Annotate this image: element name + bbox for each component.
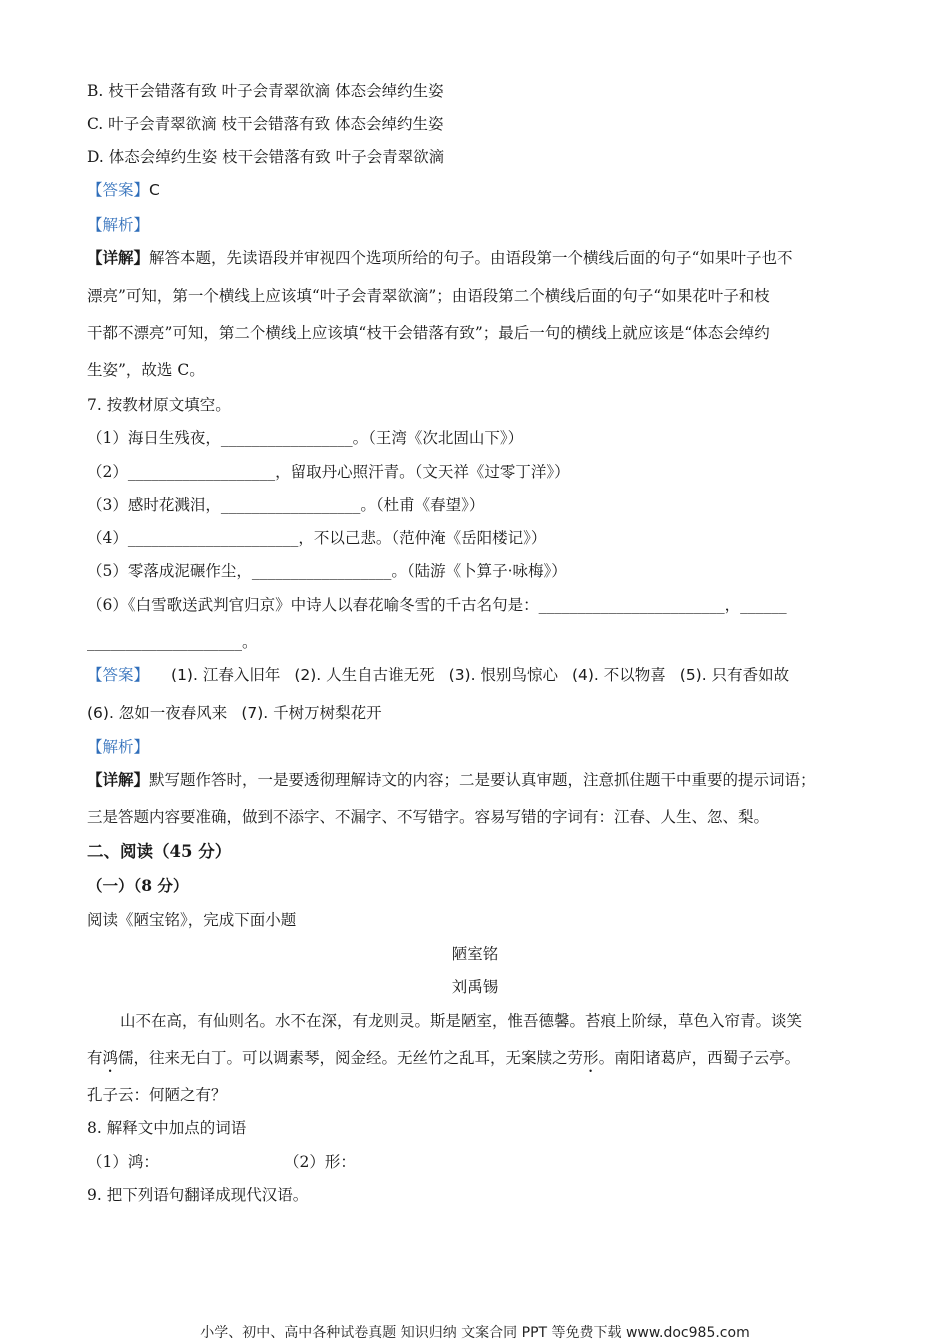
q7-item-4: （4）______________________，不以己悲。（范仲淹《岳阳楼记》） <box>87 529 547 547</box>
poem-text-line-2: 有鸿儒，往来无白丁。可以调素琴，阅金经。无丝竹之乱耳，无案牍之劳形。南阳诸葛庐，西蜀子云亭。 <box>87 1049 801 1067</box>
detail-tag: 【详解】 <box>87 770 150 789</box>
q6-answer <box>87 179 160 201</box>
q7-analysis-tag: 【解析】 <box>87 738 150 756</box>
answer-tag: 【答案】 <box>87 666 150 684</box>
option-c: C. 叶子会青翠欲滴 枝干会错落有致 体态会绰约生姿 <box>87 115 444 133</box>
answer-4: (4). 不以物喜 <box>571 666 666 684</box>
q7-item-5: （5）零落成泥碾作尘，__________________。（陆游《卜算子·咏梅》） <box>87 562 567 580</box>
q7-title: 7. 按教材原文填空。 <box>87 396 231 414</box>
q7-item-6: （6）《白雪歌送武判官归京》中诗人以春花喻冬雪的千古名句是：________________________，______ <box>87 596 787 614</box>
answer-5: (5). 只有香如故 <box>679 666 790 684</box>
q7-answer-line-1 <box>87 664 803 686</box>
answer-7: (7). 千树万树梨花开 <box>241 704 382 722</box>
poem-text-line-3: 孔子云：何陋之有？ <box>87 1086 227 1104</box>
q6-analysis-tag: 【解析】 <box>87 216 150 234</box>
poem-author: 刘禹锡 <box>451 978 499 996</box>
q7-detail-line-2: 三是答题内容要准确，做到不添字、不漏字、不写错字。容易写错的字词有：江春、人生、忽、梨。 <box>87 808 770 826</box>
part-title: （一）（8 分） <box>87 876 189 895</box>
q7-item-3: （3）感时花溅泪，__________________。（杜甫《春望》） <box>87 496 485 514</box>
option-b: B. 枝干会错落有致 叶子会青翠欲滴 体态会绰约生姿 <box>87 82 444 100</box>
q8-item-1: （1）鸿： <box>87 1153 159 1171</box>
answer-1: (1). 江春入旧年 <box>171 666 281 684</box>
q7-item-6-cont: ____________________。 <box>87 633 258 651</box>
q8-item-2: （2）形： <box>284 1153 356 1171</box>
q7-item-1: （1）海日生残夜，_________________。（王湾《次北固山下》） <box>87 429 524 447</box>
q7-item-2: （2）___________________，留取丹心照汗青。（文天祥《过零丁洋》） <box>87 463 570 481</box>
q8-title: 8. 解释文中加点的词语 <box>87 1119 247 1137</box>
detail-tag: 【详解】 <box>87 248 150 267</box>
q6-detail-line-1: 【详解】解答本题，先读语段并审视四个选项所给的句子。由语段第一个横线后面的句子“如果叶子也不 <box>87 248 793 267</box>
answer-value: C <box>149 181 160 199</box>
section-title: 二、阅读（45 分） <box>87 842 232 861</box>
q9-title: 9. 把下列语句翻译成现代汉语。 <box>87 1186 309 1204</box>
q7-detail-line-1: 【详解】默写题作答时，一是要透彻理解诗文的内容；二是要认真审题，注意抓住题干中重要的提示词语； <box>87 770 816 789</box>
dotted-word-hong: 鸿 <box>102 1049 119 1067</box>
page-footer: 小学、初中、高中各种试卷真题 知识归纳 文案合同 PPT 等免费下载 www.doc985.com <box>200 1325 750 1341</box>
reading-instruction: 阅读《陋宝铭》，完成下面小题 <box>87 911 297 929</box>
answer-6: (6). 忽如一夜春风来 <box>87 704 228 722</box>
dotted-word-xing: 形 <box>583 1049 599 1067</box>
q6-detail-line-2: 漂亮”可知，第一个横线上应该填“叶子会青翠欲滴”；由语段第二个横线后面的句子“如果花叶子和枝 <box>87 287 770 305</box>
poem-title: 陋室铭 <box>451 945 499 963</box>
q7-answer-line-2 <box>87 702 396 724</box>
option-d: D. 体态会绰约生姿 枝干会错落有致 叶子会青翠欲滴 <box>87 148 445 166</box>
q6-detail-line-4: 生姿”，故选 C。 <box>87 361 205 379</box>
poem-text-line-1: 山不在高，有仙则名。水不在深，有龙则灵。斯是陋室，惟吾德馨。苔痕上阶绿，草色入帘青。谈笑 <box>120 1012 803 1030</box>
answer-tag: 【答案】 <box>87 181 150 199</box>
answer-2: (2). 人生自古谁无死 <box>294 666 435 684</box>
answer-3: (3). 恨别鸟惊心 <box>448 666 558 684</box>
q6-detail-line-3: 干都不漂亮”可知，第二个横线上应该填“枝干会错落有致”；最后一句的横线上就应该是“体态会绰约 <box>87 324 770 342</box>
